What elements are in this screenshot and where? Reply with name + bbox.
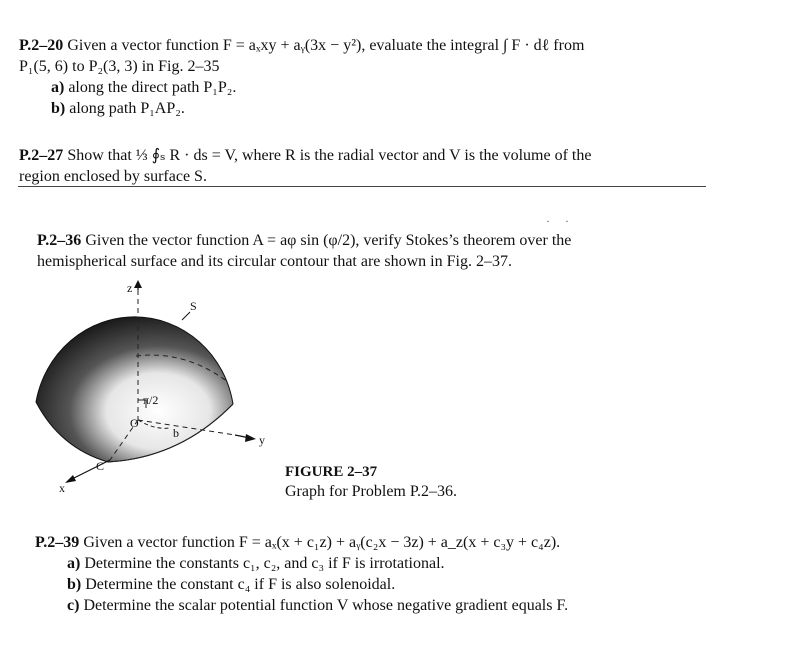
part-b [35,574,568,595]
label-b: b [173,426,179,440]
part-label: b) [51,100,66,117]
part-label: c) [67,597,80,614]
problem-2-20-line2: P₁(5, 6) to P₂(3, 3) in Fig. 2–35 [19,58,220,75]
problem-2-27-line2: region enclosed by surface S. [19,168,207,185]
part-a [19,77,584,98]
part-text: Determine the constants c₁, c₂, and c₃ if F is irrotational. [84,555,445,572]
label-origin: O [130,416,139,430]
scan-speckle: · · [546,214,575,228]
problem-number: P.2–27 [19,147,64,164]
x-axis-arrow [65,475,76,483]
problem-2-36 [37,230,571,272]
problem-2-39 [35,532,568,616]
z-axis-arrow [134,280,142,288]
part-text: Determine the constant c₄ if F is also solenoidal. [85,576,396,593]
label-z: z [127,281,133,295]
problem-text: Given the vector function A = aφ sin (φ/2), verify Stokes’s theorem over the [85,232,572,249]
label-s: S [190,299,197,313]
part-c [35,595,568,616]
label-x: x [59,481,65,495]
part-label: a) [67,555,81,572]
label-c: C [96,459,105,473]
part-a [35,553,568,574]
section-divider [18,186,706,187]
s-leader [182,312,190,320]
label-y: y [259,433,265,447]
figure-caption-title: FIGURE 2–37 [285,464,378,480]
part-label: a) [51,79,65,96]
problem-number: P.2–39 [35,534,80,551]
problem-text: Show that ⅓ ∮ₛ R · ds = V, where R is the radial vector and V is the volume of the [67,147,592,164]
part-b [19,98,584,119]
problem-2-27 [19,145,591,187]
problem-2-39-line1 [35,532,568,553]
part-text: Determine the scalar potential function V whose negative gradient equals F. [83,597,569,614]
problem-2-20 [19,35,584,119]
problem-2-36-line1 [37,230,571,251]
label-pi-over-2: π/2 [143,393,159,407]
problem-number: P.2–20 [19,37,64,54]
part-text: along path P₁AP₂. [69,100,185,117]
y-axis-arrow [245,434,256,442]
problem-text: Given a vector function F = aₓxy + aᵧ(3x − y²), evaluate the integral ∫ F · dℓ from [67,37,585,54]
part-text: along the direct path P₁P₂. [68,79,237,96]
problem-number: P.2–36 [37,232,82,249]
figure-caption-text: Graph for Problem P.2–36. [285,483,457,500]
problem-text: Given a vector function F = aₓ(x + c₁z) + aᵧ(c₂x − 3z) + a_z(x + c₃y + c₄z). [83,534,561,551]
problem-2-36-line2: hemispherical surface and its circular contour that are shown in Fig. 2–37. [37,253,512,270]
hemisphere-surface [36,317,233,462]
hemisphere-figure [30,280,280,495]
part-label: b) [67,576,82,593]
figure-caption [285,462,457,502]
problem-2-20-line1 [19,35,584,56]
problem-2-27-line1 [19,145,591,166]
